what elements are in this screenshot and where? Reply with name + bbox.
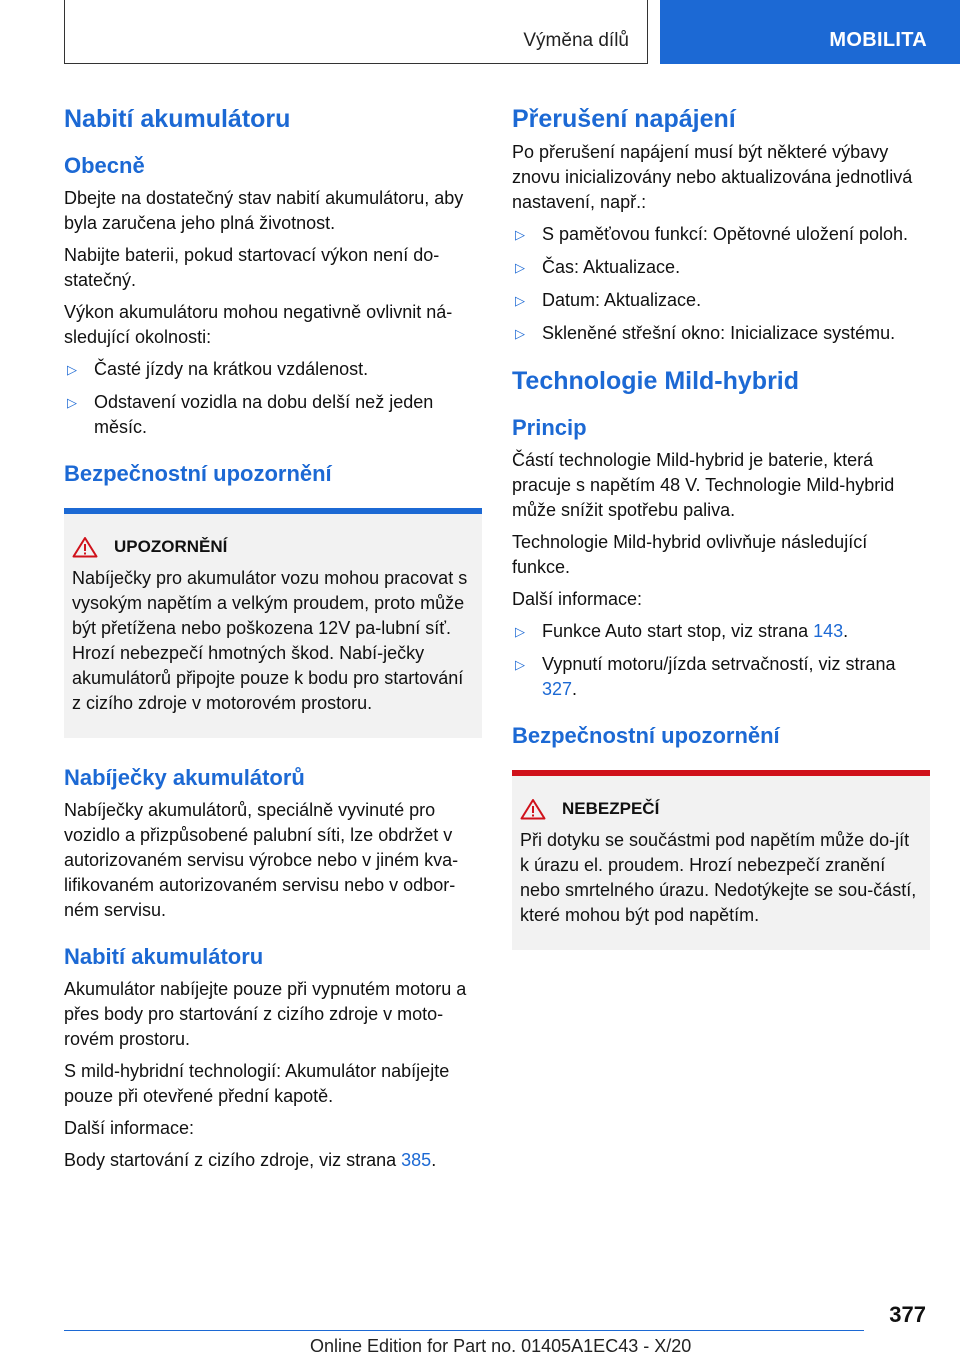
header-chapter-tab (660, 0, 960, 64)
danger-text: Při dotyku se součástmi pod napětím může do-jít k úrazu el. proudem. Hrozí nebezpečí zranění nebo smrtelného úrazu. Nedotýkejte se sou-částí, které mohou být pod napětím. (520, 830, 917, 925)
heading-power-interruption: Přerušení napájení (512, 105, 736, 133)
danger-box (512, 770, 930, 950)
page-link-143[interactable]: 143 (813, 621, 844, 641)
list-item: ▷ Datum: Aktualizace. (512, 288, 930, 313)
page-number: 377 (889, 1302, 926, 1327)
list-item: ▷ Funkce Auto start stop, viz strana 143. (512, 619, 930, 644)
list-item: ▷ Skleněné střešní okno: Inicializace systému. (512, 321, 930, 346)
page-link-327[interactable]: 327 (542, 679, 573, 699)
paragraph: Nabíječky akumulátorů, speciálně vyvinuté pro vozidlo a přizpůsobené palubní síti, lze obdržet v autorizovaném servisu výrobce nebo v jiném kva-lifikovaném autorizovaném servisu nebo v odbor-ném servisu. (64, 800, 459, 920)
page-link-385[interactable]: 385 (401, 1150, 432, 1170)
list-item: ▷ Odstavení vozidla na dobu delší než jeden měsíc. (67, 392, 434, 437)
heading-safety-notes: Bezpečnostní upozornění (64, 461, 332, 486)
danger-title (520, 798, 922, 820)
footer-edition: Online Edition for Part no. 01405A1EC43 - X/20 (310, 1336, 692, 1356)
paragraph: S mild-hybridní technologií: Akumulátor nabíjejte pouze při otevřené přední kapotě. (64, 1061, 450, 1106)
list-item: ▷ S paměťovou funkcí: Opětovné uložení poloh. (512, 222, 930, 247)
triangle-bullet-icon: ▷ (515, 260, 525, 275)
heading-mild-hybrid: Technologie Mild-hybrid (512, 367, 800, 395)
triangle-bullet-icon: ▷ (515, 326, 525, 341)
right-column (512, 100, 930, 976)
triangle-bullet-icon: ▷ (515, 293, 525, 308)
heading-safety-notes: Bezpečnostní upozornění (512, 723, 780, 748)
header-section-title: Výměna dílů (523, 30, 629, 51)
warning-title (72, 536, 474, 558)
heading-battery-charging: Nabití akumulátoru (64, 105, 291, 133)
bullet-list (512, 222, 930, 346)
heading-principle: Princip (512, 415, 587, 440)
triangle-bullet-icon: ▷ (67, 362, 77, 377)
bullet-list (512, 619, 930, 702)
bullet-list (64, 357, 482, 440)
heading-charging: Nabití akumulátoru (64, 944, 264, 969)
footer-divider (64, 1330, 864, 1331)
list-item: ▷ Čas: Aktualizace. (512, 255, 930, 280)
paragraph: Částí technologie Mild-hybrid je baterie, která pracuje s napětím 48 V. Technologie Mild-hybrid může snížit spotřebu paliva. (512, 450, 895, 520)
paragraph: Body startování z cizího zdroje, viz strana 385. (64, 1150, 437, 1170)
triangle-bullet-icon: ▷ (515, 657, 525, 672)
paragraph: Výkon akumulátoru mohou negativně ovlivnit ná-sledující okolnosti: (64, 302, 453, 347)
list-item: ▷ Vypnutí motoru/jízda setrvačností, viz strana 327. (515, 654, 896, 699)
list-item: ▷ Časté jízdy na krátkou vzdálenost. (64, 357, 482, 382)
paragraph: Nabijte baterii, pokud startovací výkon není do-statečný. (64, 245, 440, 290)
warning-box (64, 508, 482, 738)
left-column (64, 100, 482, 1180)
warning-triangle-icon (520, 798, 546, 820)
paragraph: Dbejte na dostatečný stav nabití akumulátoru, aby byla zaručena jeho plná životnost. (64, 188, 464, 233)
heading-battery-chargers: Nabíječky akumulátorů (64, 765, 305, 790)
paragraph: Akumulátor nabíjejte pouze při vypnutém motoru a přes body pro startování z cizího zdroje v moto-rovém prostoru. (64, 979, 467, 1049)
warning-text: Nabíječky pro akumulátor vozu mohou pracovat s vysokým napětím a velkým proudem, proto může být přetížena nebo poškozena 12V pa-lubní síť. Hrozí nebezpečí hmotných škod. Nabí-ječky akumulátorů připojte pouze k bodu pro startování z cizího zdroje v motorovém prostoru. (72, 568, 468, 713)
paragraph: Další informace: (512, 589, 643, 609)
header-chapter-label: MOBILITA (829, 29, 927, 51)
triangle-bullet-icon: ▷ (515, 624, 525, 639)
danger-label: NEBEZPEČÍ (562, 799, 660, 818)
paragraph: Technologie Mild-hybrid ovlivňuje následující funkce. (512, 532, 868, 577)
header-box (64, 0, 648, 64)
warning-label: UPOZORNĚNÍ (114, 537, 228, 556)
paragraph: Další informace: (64, 1118, 195, 1138)
paragraph: Po přerušení napájení musí být některé výbavy znovu inicializovány nebo aktualizována jednotlivá nastavení, např.: (512, 142, 913, 212)
warning-triangle-icon (72, 536, 98, 558)
heading-general: Obecně (64, 153, 145, 178)
triangle-bullet-icon: ▷ (67, 395, 77, 410)
triangle-bullet-icon: ▷ (515, 227, 525, 242)
